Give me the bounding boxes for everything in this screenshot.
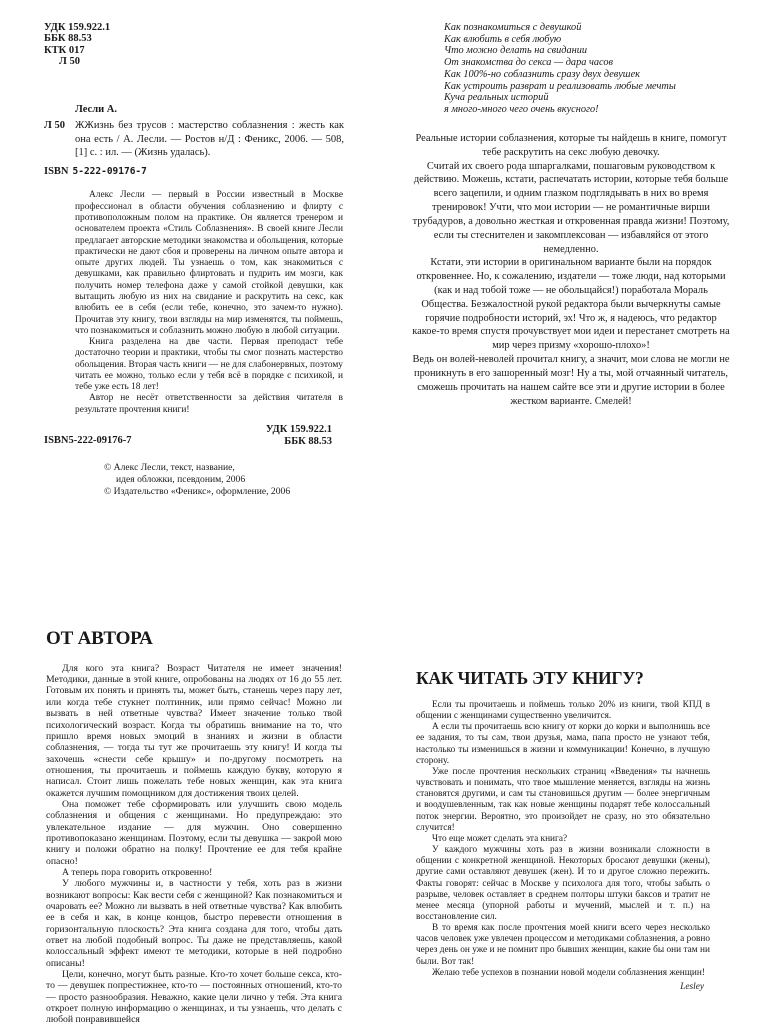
book-annotation <box>75 190 343 416</box>
teaser-line: Как устроить разврат и реализовать любые мечты <box>444 80 676 92</box>
body-paragraph: В то время как после прочтения моей книги всего через несколько часов человек уже увлечен процессом и методиками соблазнения, а ровно через день он уже и не помнит про бывших женщин, какие бы они там ни были. Вот так! <box>416 923 710 967</box>
codes-bottom <box>266 424 344 448</box>
isbn-line <box>44 166 344 179</box>
body-paragraph: Желаю тебе успехов в познании новой модели соблазнения женщин! <box>432 967 705 978</box>
isbn-number: 5-222-09176-7 <box>72 165 147 177</box>
copyright-block <box>104 462 344 498</box>
body-paragraph: Уже после прочтения нескольких страниц «Введения» ты начнешь чувствовать и понимать, что твое мышление меняется, взгляды на жизнь становятся другими, и сам ты становишься другим — более энергичным и воодушевленным, так как новые женщины подарят тебе колоссальный поток энергии. Вероятно, это произойдет не сразу, но это обязательно случится! <box>416 766 710 833</box>
entry-description: ЖЖизнь без трусов : мастерство соблазнения : жесть как она есть / А. Лесли. — Ростов н/Д : Феникс, 2006. — 508, [1] с. : ил. — (Жизнь удалась). <box>75 119 344 159</box>
body-paragraph: Цели, конечно, могут быть разные. Кто-то хочет больше секса, кто-то — девушек попрестижнее, кто-то — постоянных отношений, кто-то — просто разнообразия. Неважно, какие цели лично у тебя. Эта книга откроет полную информацию о женщинах, и ты узнаешь, что делать с любой понравившейся <box>46 969 342 1026</box>
teaser-line: Что можно делать на свидании <box>444 45 588 57</box>
how-to-read-page <box>416 668 710 993</box>
udk-code: УДК 159.922.1 <box>44 22 111 33</box>
imprint-page <box>44 22 344 498</box>
body-paragraph: У любого мужчины и, в частности у тебя, хоть раз в жизни возникают вопросы: Как вести себя с женщиной? Как познакомиться и очаровать ее? Можно ли вызвать в ней ответные чувства? Как влюбить ее в себя и как, в конце концов, быстро перевести отношения в горизонтальную плоскость? Эта книга создана для того, чтобы дать ответ на любой подобный вопрос. Ты даже не представляешь, какой колоссальный эффект имеют те методики, которые в ней подробно описаны! <box>46 878 342 969</box>
chapter-body <box>416 700 710 979</box>
catalog-entry <box>44 119 344 160</box>
body-paragraph: Если ты прочитаешь и поймешь только 20% из книги, твой КПД в общении с женщинами существенно увеличится. <box>416 700 710 722</box>
isbn-line-bottom <box>44 435 132 448</box>
annotation-paragraph: Автор не несёт ответственности за действия читателя в результате прочтения книги! <box>75 393 343 415</box>
chapter-body <box>46 663 342 1026</box>
copyright-line: © Издательство «Феникс», оформление, 2006 <box>104 485 291 497</box>
author-signature: Lesley <box>680 981 704 992</box>
from-author-page <box>46 628 342 1026</box>
intro-paragraph: Кстати, эти истории в оригинальном варианте были на порядок откровеннее. Но, к сожалению, издатели — тоже люди, над которыми (как и над тобой тоже — не обольщайся!) поработала Мораль Общества. Безжалостной рукой редактора были вычеркнуты самые горячие подробности историй, эх! Что ж, я надеюсь, что редактор какое-то время спустя прочувствует мои идеи и перестанет смотреть на мир через призму «хорошо-плохо»! <box>412 257 730 352</box>
ktk-code: КТК 017 <box>44 44 85 56</box>
chapter-title: ОТ АВТОРА <box>46 628 153 649</box>
annotation-paragraph: Алекс Лесли — первый в России известный в Москве профессионал в области обучения соблазнению и флирту с противоположным полом на практике. Он является тренером и основателем проекта «Стиль Соблазнения». В своей книге Лесли предлагает авторские методики знакомства и обольщения, которые практически не дают сбоя и проверены на личном опыте автора и опыте других людей. Ты узнаешь о том, как знакомиться с девушками, как правильно флиртовать и пудрить им мозги, как получить номер телефона даже у самой стойкой девушки, как вытащить любую из них на свидание и раскрутить на секс, как влюбить ее в себя (если тебе, конечно, это зачем-то нужно). Прочитав эту книгу, твои взгляды на мир изменятся, ты поймешь, что познакомиться и соблазнить можно любую в любой ситуации. <box>75 190 343 336</box>
teaser-list <box>412 22 730 116</box>
teaser-page <box>412 22 730 408</box>
body-paragraph: Для кого эта книга? Возраст Читателя не имеет значения! Методики, данные в этой книге, опробованы на людях от 16 до 55 лет. Готовым их понять и принять ты, может быть, станешь через пару лет, или когда тебе стукнет полтинник, или прямо сейчас! Можно ли вызвать в ней ответные чувства? Имеет значение только твой психологический возраст. Когда ты обратишь внимание на то, что пришло время новых эмоций в знаниях и жизни в области соблазнения, — тогда ты тут же прочитаешь эту книгу! И когда ты захочешь «снести себе крышу» и по-другому посмотреть на отношения, ты прочитаешь и поймешь каждую букву, которую я написал. Стоит лишь пожелать тебе новых женщин, как эта книга окажется лучшим помощником для достижения твоих целей. <box>46 662 342 799</box>
isbn-number: 5-222-09176-7 <box>68 434 132 446</box>
intro-text <box>412 132 730 409</box>
annotation-paragraph: Книга разделена на две части. Первая преподаст тебе достаточно теории и практики, чтобы ты смог познать мастерство обольщения. Вторая часть книги — не для слабонервных, поэтому читать ее можно, только если у тебя всё в порядке с психикой, и тебе уже есть 18 лет! <box>75 337 343 393</box>
author-heading: Лесли А. <box>75 104 117 116</box>
chapter-title: КАК ЧИТАТЬ ЭТУ КНИГУ? <box>416 668 644 688</box>
author-mark: Л 50 <box>59 55 80 67</box>
entry-index: Л 50 <box>44 119 65 131</box>
isbn-label: ISBN <box>44 434 69 446</box>
intro-paragraph: Считай их своего рода шпаргалками, пошаговым руководством к действию. Можешь, кстати, распечатать истории, которые тебя больше всего зацепили, и одним глазком подглядывать в них во время тренировок! Учти, что мои истории — не романтичные вирши трубадуров, а довольно жесткая и откровенная правда жизни! Поэтому, если ты стеснителен и закомплексован — избавляйся от этого немедленно. <box>412 160 730 255</box>
body-paragraph: У каждого мужчины хоть раз в жизни возникали сложности в общении с конкретной женщиной. Некоторых бросают девушки (жены), другие сами оставляют девушек (жен). И то и другое сложно пережить. Факты говорят: сейчас в Москве у психолога для того, чтобы забыть о разрыве, человек оставляет в среднем полторы штуки баксов и тратит не менее месяца (упорной работы и мучений, мыслей и т. п.) на восстановление сил. <box>416 845 710 922</box>
teaser-line: я много-много чего очень вкусного! <box>444 104 599 116</box>
intro-paragraph: Ведь он волей-неволей прочитал книгу, а значит, мои слова не могли не проникнуть в его зашоренный мозг! Ну а ты, мой отчаянный читатель, сможешь прочитать на нашем сайте все эти и другие истории в более жестком варианте. Смелей! <box>412 354 730 407</box>
bbk-code: ББК 88.53 <box>284 435 332 447</box>
udk-code: УДК 159.922.1 <box>265 424 332 436</box>
body-paragraph: Она поможет тебе сформировать или улучшить свою модель соблазнения и общения с женщинами. Но предупреждаю: это увлекательное издание — для мужчин. Оно совершенно противопоказано женщинам. Поэтому, если ты девушка — закрой мою книгу и положи обратно на полку! Прочтение ее для тебя крайне опасно! <box>46 798 342 867</box>
teaser-line: Как познакомиться с девушкой <box>444 22 582 33</box>
isbn-bottom-block <box>44 424 344 448</box>
teaser-line: Куча реальных историй <box>444 92 549 104</box>
classification-codes <box>44 22 344 67</box>
bbk-code: ББК 88.53 <box>44 33 92 45</box>
teaser-line: Как 100%-но соблазнить сразу двух девушек <box>444 68 640 80</box>
body-paragraph: Что еще может сделать эта книга? <box>432 833 568 844</box>
copyright-line: идея обложки, псевдоним, 2006 <box>116 473 246 485</box>
body-paragraph: А теперь пора говорить откровенно! <box>62 866 213 878</box>
body-paragraph: А если ты прочитаешь всю книгу от корки до корки и выполнишь все ее задания, то ты сам, твои друзья, мама, папа просто не узнают тебя, настолько ты изменишься в жизни и коммуникации! Конечно, в лучшую сторону. <box>416 722 710 766</box>
teaser-line: Как влюбить в себя любую <box>444 33 562 45</box>
copyright-line: © Алекс Лесли, текст, название, <box>104 461 235 473</box>
intro-paragraph: Реальные истории соблазнения, которые ты найдешь в книге, помогут тебе раскрутить на секс любую девочку. <box>415 132 727 158</box>
teaser-line: От знакомства до секса — дара часов <box>444 57 613 69</box>
isbn-label: ISBN <box>44 165 69 177</box>
